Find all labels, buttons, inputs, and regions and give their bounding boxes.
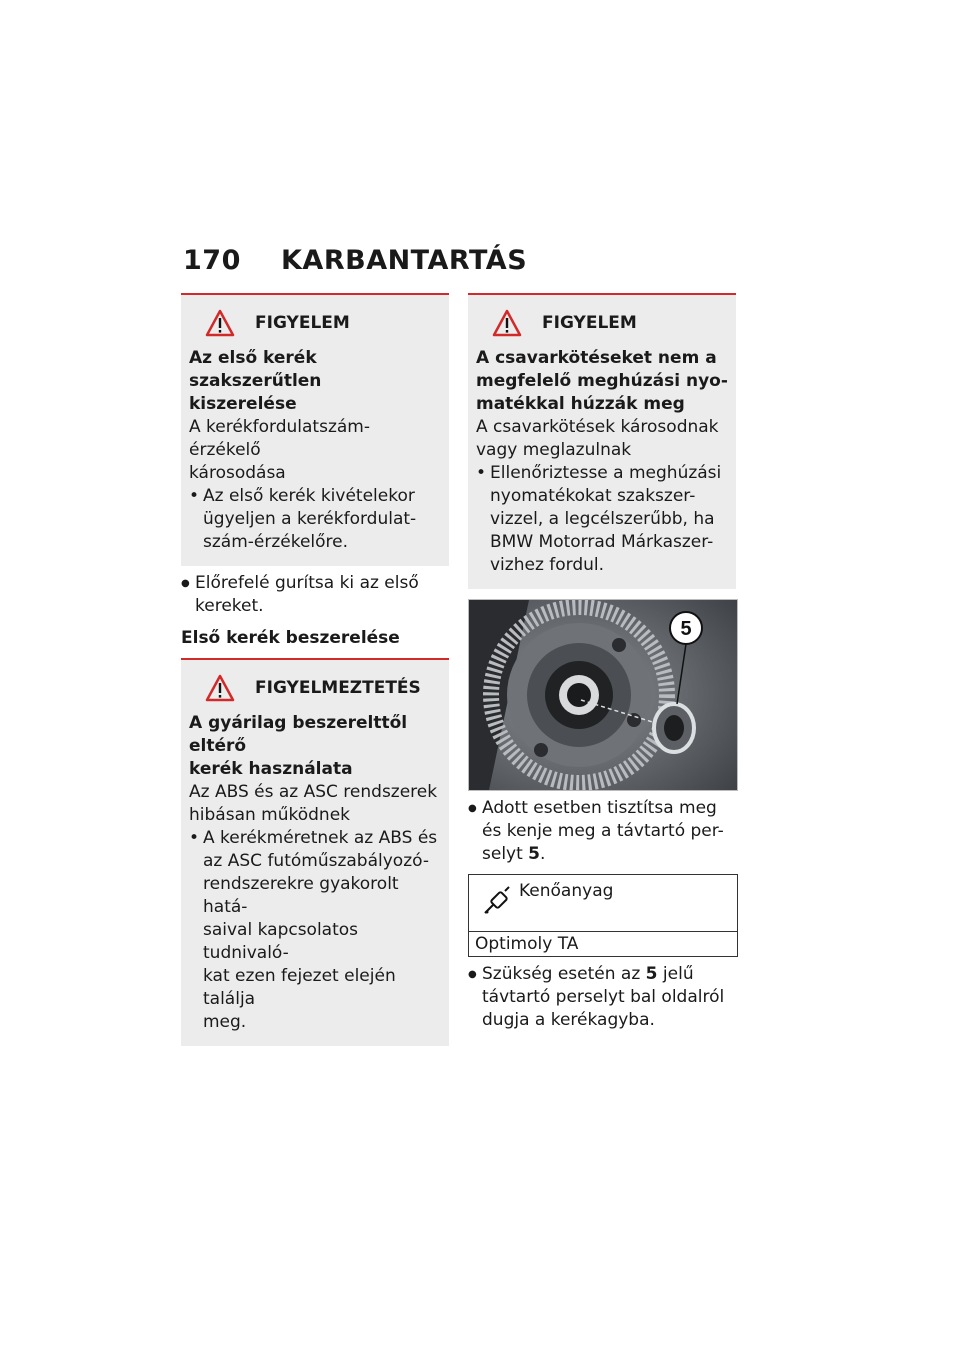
warning-bullet-line: • A kerékméretnek az ABS és xyxy=(203,828,438,848)
hazard-heading: Az első kerék szakszerűtlen xyxy=(189,348,322,391)
step-line xyxy=(482,963,736,986)
page-header xyxy=(183,245,527,276)
warning-title: FIGYELMEZTETÉS xyxy=(255,678,421,698)
warning-bullet-line: rendszerekre gyakorolt hatá- xyxy=(203,874,399,917)
consequence-text-cont: károsodása xyxy=(189,463,286,483)
section-subheading: Első kerék beszerelése xyxy=(181,628,400,648)
consequence-text: A csavarkötések károsodnak xyxy=(476,417,719,437)
warning-bullet-line: meg. xyxy=(203,1012,247,1032)
caution-bullet-line: • Az első kerék kivételekor xyxy=(203,486,415,506)
caution-bullet-line: ügyeljen a kerékfordulat- xyxy=(203,509,417,529)
step-line: kereket. xyxy=(195,596,264,616)
part-number: 5 xyxy=(645,964,658,984)
warning-triangle-icon xyxy=(205,674,235,702)
caution-bullet xyxy=(189,485,441,554)
callout-5: 5 xyxy=(680,618,692,640)
caution-bullet xyxy=(476,462,728,577)
left-column xyxy=(181,293,449,1046)
consequence-text: A kerékfordulatszám-érzékelő xyxy=(189,417,370,460)
caution-title: FIGYELEM xyxy=(542,313,637,333)
hazard-heading: A csavarkötéseket nem a xyxy=(476,348,717,368)
wheel-hub-illustration xyxy=(469,600,737,790)
lubricant-table xyxy=(468,874,738,957)
warning-triangle-icon xyxy=(205,309,235,337)
warning-triangle-icon xyxy=(492,309,522,337)
step-text: jelű xyxy=(662,964,694,984)
warning-bullet-line: saival kapcsolatos tudnivaló- xyxy=(203,920,359,963)
step-text: Szükség esetén az xyxy=(482,964,641,984)
warning-bullet-line: az ASC futóműszabályozó- xyxy=(203,851,429,871)
lubricant-label: Kenőanyag xyxy=(519,881,614,901)
caution-title: FIGYELEM xyxy=(255,313,350,333)
warning-bullet xyxy=(189,827,441,1034)
page-number: 170 xyxy=(183,245,241,276)
caution-bullet-line: nyomatékokat szakszer- xyxy=(490,486,696,506)
lubricant-value: Optimoly TA xyxy=(475,934,579,954)
hazard-heading-cont: kerék használata xyxy=(189,759,353,779)
caution-bullet-line: vizzel, a legcélszerűbb, ha xyxy=(490,509,715,529)
consequence-text-cont: hibásan működnek xyxy=(189,805,351,825)
step-clean-bushing xyxy=(468,797,736,866)
step-line: ● Adott esetben tisztítsa meg xyxy=(482,798,717,818)
caution-box-torque xyxy=(468,293,736,589)
consequence-text-cont: vagy meglazulnak xyxy=(476,440,632,460)
consequence-text: Az ABS és az ASC rendszerek xyxy=(189,782,438,802)
step-text: selyt xyxy=(482,844,523,864)
caution-bullet-line: BMW Motorrad Márkaszer- xyxy=(490,532,714,552)
warning-box-wheel-type xyxy=(181,658,449,1046)
step-line: távtartó perselyt bal oldalról xyxy=(482,987,725,1007)
step-line: és kenje meg a távtartó per- xyxy=(482,821,724,841)
part-number: 5 xyxy=(528,844,541,864)
caution-box-wheel-removal xyxy=(181,293,449,566)
caution-bullet-line: szám-érzékelőre. xyxy=(203,532,349,552)
warning-bullet-line: kat ezen fejezet elején találja xyxy=(203,966,396,1009)
hazard-heading-cont: kiszerelése xyxy=(189,394,297,414)
hazard-heading: A gyárilag beszerelttől eltérő xyxy=(189,713,408,756)
step-line: dugja a kerékagyba. xyxy=(482,1010,655,1030)
hazard-heading-cont: matékkal húzzák meg xyxy=(476,394,685,414)
right-column xyxy=(468,293,736,1032)
wheel-hub-photo xyxy=(468,599,738,791)
hazard-heading-cont: megfelelő meghúzási nyo- xyxy=(476,371,728,391)
step-roll-wheel xyxy=(181,572,449,618)
caution-bullet-line: vizhez fordul. xyxy=(490,555,605,575)
step-line: ● Előrefelé gurítsa ki az első xyxy=(195,573,419,593)
step-line: selyt 5. xyxy=(482,844,546,864)
grease-gun-icon xyxy=(481,885,513,917)
caution-bullet-line: • Ellenőriztesse a meghúzási xyxy=(490,463,722,483)
chapter-title: KARBANTARTÁS xyxy=(281,245,528,276)
step-insert-bushing xyxy=(468,963,736,1032)
